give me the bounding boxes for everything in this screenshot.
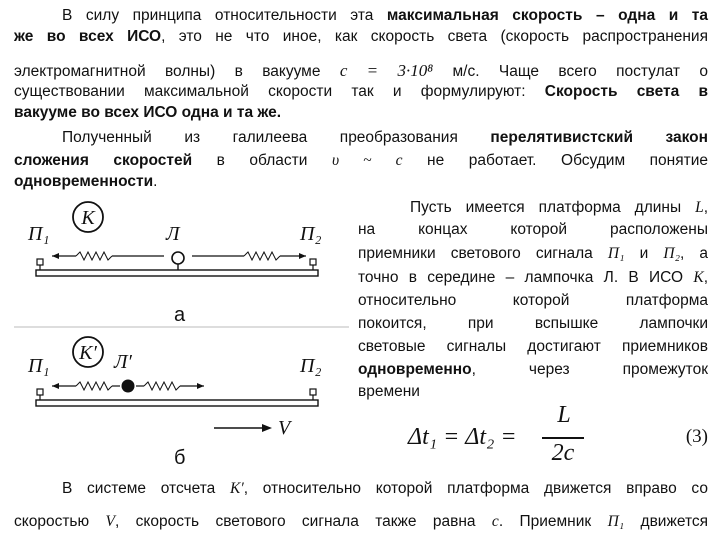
speed-of-light-formula: c = 3·10⁸ [339, 61, 434, 80]
p1-text-4: существовании максимальной скорости так и формулируют: [14, 83, 545, 100]
platform-a [36, 270, 318, 276]
p3-bold-8: одновременно [358, 361, 472, 378]
p3-text-3: приемники светового сигнала [358, 245, 593, 262]
velocity-symbol: V [105, 513, 115, 530]
p4-text: В системе отсчета [62, 480, 216, 497]
p4-line-2 [14, 512, 708, 531]
p3-line-3 [358, 244, 708, 263]
frame-k-prime-symbol: K′ [229, 480, 244, 497]
p3-line-8 [358, 360, 708, 379]
receiver-2-a [310, 259, 316, 265]
equation-denominator: 2c [551, 440, 575, 466]
receiver-1-a [37, 259, 43, 265]
p3-line-6 [358, 314, 708, 333]
p4-text-2: скоростью [14, 513, 90, 530]
frame-k-label: K [81, 207, 95, 229]
p3-comma-4: , [703, 269, 708, 286]
p1-line-1 [62, 6, 708, 25]
receiver-2-label-a: П₂ [300, 223, 322, 245]
p1-bold-2: же во всех ИСО [14, 28, 162, 45]
p4-line-1 [62, 479, 708, 498]
caption-b: б [174, 447, 186, 469]
receiver-1-label-b: П₁ [28, 355, 50, 377]
p4-text-2d: . Приемник [498, 513, 592, 530]
p3-text-8: , через промежуток [471, 361, 708, 378]
left-arrowhead-b [52, 383, 59, 389]
p2-text-2c: не работает. Обсудим понятие [427, 152, 708, 169]
right-arrowhead-b [197, 383, 204, 389]
relativity-platform-figure [14, 192, 349, 470]
p1-bold-4: Скорость света в [544, 83, 708, 100]
p2-line-2 [14, 151, 708, 170]
equation-numerator: L [557, 402, 571, 428]
fraction-bar [542, 437, 584, 439]
p2-text-2: в области [192, 152, 308, 169]
p3-line-4 [358, 268, 708, 287]
p4-text-1b: , относительно которой платформа движется вправо со [243, 480, 708, 497]
equation-lhs: Δt₁ = Δt₂ = [408, 424, 517, 450]
c-symbol: c [491, 513, 499, 530]
receiver-1-symbol: П₁ [607, 245, 625, 262]
length-symbol: L [695, 199, 704, 216]
p3-line-1 [410, 198, 708, 217]
caption-a: а [174, 304, 186, 326]
equation-number: (3) [685, 426, 708, 447]
receiver-2-b [310, 389, 316, 395]
equation-3 [408, 404, 708, 468]
left-wave-b [76, 382, 112, 390]
p2-text-3: . [153, 173, 158, 190]
p3-text-4: точно в середине – лампочка Л. В ИСО [358, 269, 684, 286]
p4-text-2e: движется [640, 513, 709, 530]
right-wave-a [244, 252, 280, 260]
p3-text-3b: , а [679, 245, 709, 262]
left-arrowhead-a [52, 253, 59, 259]
receiver-1-symbol-2: П₁ [607, 513, 625, 530]
p2-bold-2: сложения скоростей [14, 152, 193, 169]
v-approx-c-formula: υ ~ c [331, 152, 403, 169]
platform-b [36, 400, 318, 406]
right-arrowhead-a [299, 253, 306, 259]
p1-bold-5: вакууме во всех ИСО одна и та же. [14, 104, 282, 121]
p1-text-2: , это не что иное, как скорость света (скорость распространения [161, 28, 708, 45]
p1-line-3 [14, 61, 708, 81]
p3-line-2 [358, 220, 708, 239]
frame-k-prime-label: K′ [79, 342, 97, 364]
p2-line-3 [14, 172, 708, 191]
p3-line-9 [358, 382, 708, 401]
lamp-b [122, 380, 135, 393]
p3-comma: , [703, 199, 709, 216]
p2-text: Полученный из галилеева преобразования [62, 129, 491, 146]
p3-text-6: покоится, при вспышке лампочки [358, 315, 708, 332]
p3-line-7 [358, 337, 708, 356]
lamp-label-a: Л [166, 223, 180, 245]
panel-a [27, 202, 321, 326]
p2-bold-3: одновременности [14, 173, 154, 190]
p2-line-1 [62, 128, 708, 147]
frame-k-symbol: K [693, 269, 704, 286]
p1-text: В силу принципа относительности эта [62, 7, 387, 24]
lamp-label-b: Л′ [114, 351, 132, 373]
receiver-2-symbol: П₂ [663, 245, 680, 262]
panel-b [27, 337, 321, 469]
left-wave-a [76, 252, 112, 260]
lamp-a [172, 252, 184, 264]
p2-bold: перелятивистский закон [490, 129, 709, 146]
p1-bold: максимальная скорость – одна и та [386, 7, 708, 24]
p3-text-7: световые сигналы достигают приемников [358, 338, 708, 355]
p1-text-3: электромагнитной волны) в вакууме [14, 63, 321, 80]
p4-text-2b: , скорость светового сигнала также равна [114, 513, 476, 530]
p1-line-5 [14, 103, 708, 122]
p1-line-2 [14, 27, 708, 46]
p1-line-4 [14, 82, 708, 101]
p3-and: и [639, 245, 649, 262]
receiver-1-b [37, 389, 43, 395]
velocity-label: V [278, 417, 291, 439]
p3-text-9: времени [358, 383, 420, 400]
velocity-arrowhead [262, 424, 272, 432]
p3-text-2: на концах которой расположены [358, 221, 708, 238]
receiver-2-label-b: П₂ [300, 355, 322, 377]
p3-line-5 [358, 291, 708, 310]
receiver-1-label-a: П₁ [28, 223, 50, 245]
p3-text-5: относительно которой платформа [358, 292, 708, 309]
p1-text-3b: м/с. Чаще всего постулат о [452, 63, 708, 80]
right-wave-b [144, 382, 180, 390]
p3-text: Пусть имеется платформа длины [410, 199, 682, 216]
